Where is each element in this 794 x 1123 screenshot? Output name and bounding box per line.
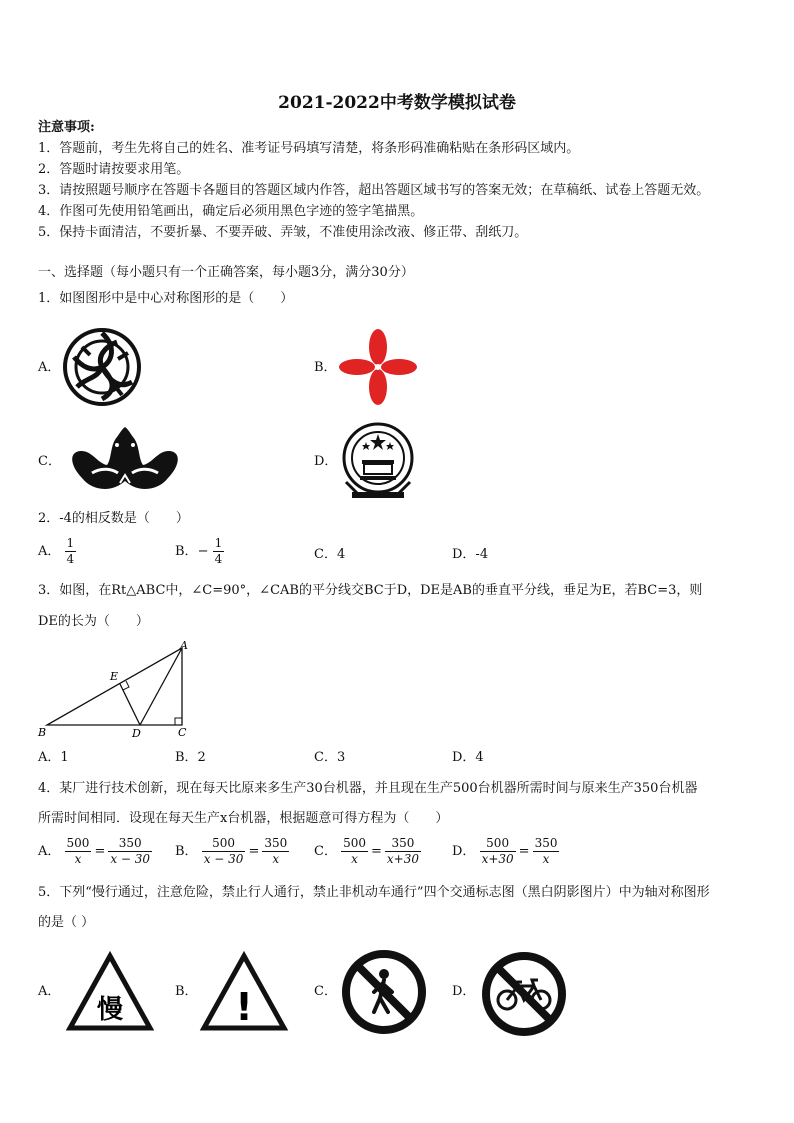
q4-stem-line2: 所需时间相同．设现在每天生产x台机器，根据题意可得方程为（ ） <box>38 811 449 826</box>
q3-stem-line2: DE的长为（ ） <box>38 614 149 629</box>
q2-option-c: C．4 <box>314 547 346 562</box>
numerator: 500 <box>343 836 366 850</box>
denominator: x − 30 <box>110 852 151 866</box>
q5-stem-line2: 的是（ ） <box>38 915 95 930</box>
q5-option-b-label: B． <box>175 984 198 999</box>
denominator: x <box>351 852 358 866</box>
q2-stem: 2．-4的相反数是（ ） <box>38 511 189 526</box>
page-title: 2021-2022中考数学模拟试卷 <box>278 93 516 113</box>
q3-option-d: D．4 <box>452 750 484 765</box>
section-heading: 一、选择题（每小题只有一个正确答案，每小题3分，满分30分） <box>38 265 414 280</box>
q5-sign-c-no-pedestrians <box>340 948 428 1036</box>
fraction-left <box>202 836 246 867</box>
denominator: x <box>272 852 280 866</box>
q5-option-d-label: D． <box>452 984 476 999</box>
fraction-left <box>480 836 516 867</box>
notice-item: 3．请按照题号顺序在答题卡各题目的答题区域内作答，超出答题区域书写的答案无效；在草稿纸、试卷上答题无效。 <box>38 183 710 198</box>
exclamation-icon: ! <box>235 985 253 1029</box>
minus-sign: − <box>197 544 209 559</box>
notice-item: 5．保持卡面清洁，不要折暴、不要弄破、弄皱，不准使用涂改液、修正带、刮纸刀。 <box>38 225 528 240</box>
q5-sign-a-slow-triangle <box>66 952 154 1032</box>
q3-stem-line1: 3．如图，在Rt△ABC中，∠C=90°，∠CAB的平分线交BC于D，DE是AB的垂直平分线，垂足为E，若BC=3，则 <box>38 583 703 598</box>
q1-option-d-label: D． <box>314 454 338 469</box>
q5-stem-line1: 5．下列“慢行通过，注意危险，禁止行人通行，禁止非机动车通行”四个交通标志图（黑白阴影图片）中为轴对称图形 <box>38 885 710 900</box>
notice-item: 4．作图可先使用铅笔画出，确定后必须用黑色字迹的签字笔描黑。 <box>38 204 424 219</box>
vertex-label-d: D <box>132 727 141 740</box>
equals-sign: = <box>248 843 260 859</box>
notice-heading: 注意事项: <box>38 120 95 135</box>
numerator: 1 <box>66 536 75 550</box>
option-label: D． <box>452 844 476 859</box>
fraction-right <box>385 836 421 867</box>
numerator: 1 <box>214 536 223 550</box>
option-label: C． <box>314 844 337 859</box>
q1-stem: 1．如图图形中是中心对称图形的是（ ） <box>38 291 294 306</box>
denominator: x+30 <box>481 852 514 866</box>
q3-option-c: C．3 <box>314 750 346 765</box>
q5-sign-b-danger-triangle <box>200 952 288 1032</box>
pedestrian-icon <box>379 969 389 979</box>
numerator: 500 <box>202 836 246 852</box>
q1-figure-a-circular-emblem <box>62 327 142 407</box>
q3-option-a: A．1 <box>38 750 69 765</box>
option-label: A． <box>38 844 61 859</box>
q5-option-a-label: A． <box>38 984 61 999</box>
q1-figure-b-red-flower <box>336 325 420 409</box>
q1-option-b-label: B． <box>314 360 337 375</box>
numerator: 350 <box>108 836 152 852</box>
option-label: B． <box>175 544 198 559</box>
notice-item: 1．答题前，考生先将自己的姓名、准考证号码填写清楚，将条形码准确粘贴在条形码区域内。 <box>38 141 580 156</box>
vertex-label-a: A <box>180 639 188 652</box>
numerator: 500 <box>480 836 516 852</box>
denominator: x <box>542 852 550 866</box>
q2-option-b <box>175 536 224 567</box>
fraction-right <box>533 836 560 867</box>
q4-option-c <box>314 836 421 867</box>
q1-figure-c-paper-cut-birds <box>62 423 188 495</box>
q5-sign-d-no-bicycles <box>478 950 570 1038</box>
denominator: x − 30 <box>203 852 244 866</box>
vertex-label-c: C <box>178 726 187 739</box>
numerator: 350 <box>264 836 288 850</box>
q1-option-a-label: A． <box>38 360 61 375</box>
q4-stem-line1: 4．某厂进行技术创新，现在每天比原来多生产30台机器，并且现在生产500台机器所需时间与原来生产350台机器 <box>38 781 698 796</box>
sign-character: 慢 <box>96 995 124 1025</box>
vertex-label-e: E <box>110 670 119 683</box>
q3-triangle-figure <box>36 640 196 740</box>
option-label: B． <box>175 844 198 859</box>
q1-figure-d-national-emblem <box>338 420 418 502</box>
denominator: x <box>74 852 82 866</box>
vertex-label-b: B <box>38 726 47 739</box>
q3-option-b: B．2 <box>175 750 206 765</box>
q1-option-c-label: C． <box>38 454 61 469</box>
q4-option-d <box>452 836 559 867</box>
equals-sign: = <box>371 843 382 859</box>
q5-option-c-label: C． <box>314 984 337 999</box>
denominator: x+30 <box>386 852 419 866</box>
q2-option-d: D．-4 <box>452 547 489 562</box>
fraction-right <box>108 836 152 867</box>
numerator: 350 <box>534 836 558 850</box>
fraction-right <box>262 836 289 867</box>
equals-sign: = <box>94 843 106 859</box>
numerator: 350 <box>385 836 421 852</box>
fraction <box>213 536 225 567</box>
fraction-left <box>341 836 368 867</box>
denominator: 4 <box>214 552 223 566</box>
notice-item: 2．答题时请按要求用笔。 <box>38 162 190 177</box>
q4-option-a <box>38 836 152 867</box>
numerator: 500 <box>66 836 90 850</box>
equals-sign: = <box>518 843 530 859</box>
q4-option-b <box>175 836 289 867</box>
denominator: 4 <box>66 552 75 566</box>
q2-option-a <box>38 536 76 567</box>
fraction-left <box>65 836 92 867</box>
option-label: A． <box>38 544 61 559</box>
fraction <box>65 536 77 567</box>
